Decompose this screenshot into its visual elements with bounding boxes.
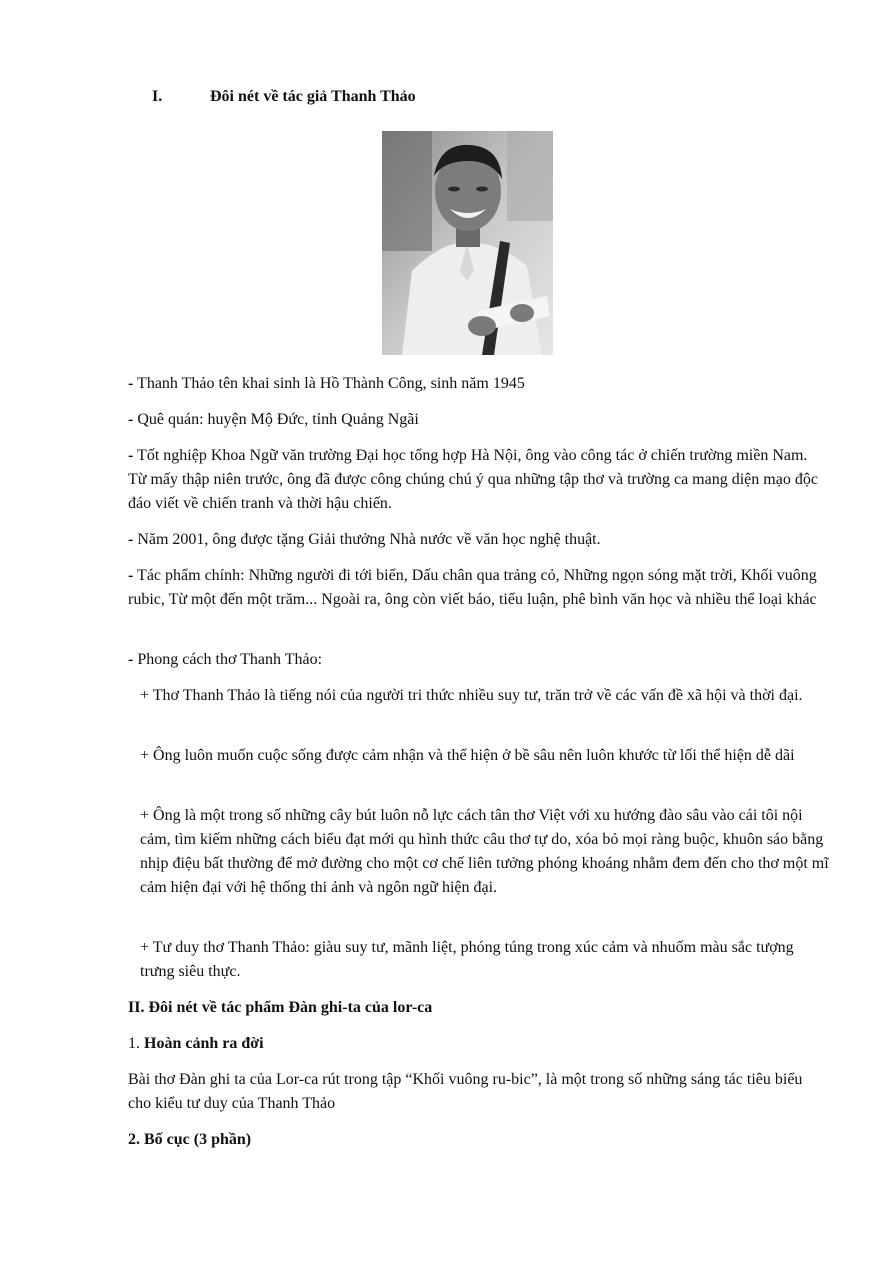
heading-title: Đôi nét về tác giả Thanh Thảo [210,88,416,105]
heading-author [152,85,416,109]
bio-item: - Phong cách thơ Thanh Thảo: [128,651,323,668]
bio-item: - Tốt nghiệp Khoa Ngữ văn trường Đại học tổng hợp Hà Nội, ông vào công tác ở chiến trường miền Nam. Từ mấy thập niên trước, ông đã được công chúng chú ý qua những tập thơ và trường ca mang diện mạo độc đáo viết về chiến tranh và thời hậu chiến. [128,447,818,512]
context-text: Bài thơ Đàn ghi ta của Lor-ca rút trong tập “Khối vuông ru-bic”, là một trong số những sáng tác tiêu biểu cho kiểu tư duy của Thanh Thảo [128,1071,803,1112]
bio-item: - Thanh Thảo tên khai sinh là Hồ Thành Công, sinh năm 1945 [128,375,525,392]
author-portrait-icon [382,131,553,355]
author-portrait-photo [382,131,553,355]
heading-number: I. [152,88,163,105]
heading-work: II. Đôi nét về tác phẩm Đàn ghi-ta của lor-ca [128,999,433,1016]
bio-item: - Năm 2001, ông được tặng Giải thưởng Nhà nước về văn học nghệ thuật. [128,531,601,548]
bio-item: - Tác phẩm chính: Những người đi tới biển, Dấu chân qua trảng cỏ, Những ngọn sóng mặt trời, Khối vuông rubic, Từ một đến một trăm... Ngoài ra, ông còn viết báo, tiểu luận, phê bình văn học và nhiều thể loại khác [128,567,817,608]
section-heading-structure: 2. Bố cục (3 phần) [128,1131,252,1148]
section-heading-context: 1. Hoàn cảnh ra đời [128,1035,264,1052]
style-point: + Ông là một trong số những cây bút luôn nỗ lực cách tân thơ Việt với xu hướng đào sâu vào cái tôi nội cảm, tìm kiếm những cách biểu đạt mới qu hình thức câu thơ tự do, xóa bỏ mọi ràng buộc, khuôn sáo bằng nhịp điệu bất thường để mở đường cho một cơ chế liên tưởng phóng khoáng nhằm đem đến cho thơ một mĩ cảm hiện đại với hệ thống thi ảnh và ngôn ngữ hiện đại. [140,807,829,896]
style-point: + Tư duy thơ Thanh Thảo: giàu suy tư, mãnh liệt, phóng túng trong xúc cảm và nhuốm màu sắc tượng trưng siêu thực. [140,939,794,980]
style-point: + Thơ Thanh Thảo là tiếng nói của người tri thức nhiều suy tư, trăn trở về các vấn đề xã hội và thời đại. [140,687,803,704]
style-point: + Ông luôn muốn cuộc sống được cảm nhận và thể hiện ở bề sâu nên luôn khước từ lối thể hiện dễ dãi [140,747,795,764]
bio-item: - Quê quán: huyện Mộ Đức, tỉnh Quảng Ngãi [128,411,419,428]
